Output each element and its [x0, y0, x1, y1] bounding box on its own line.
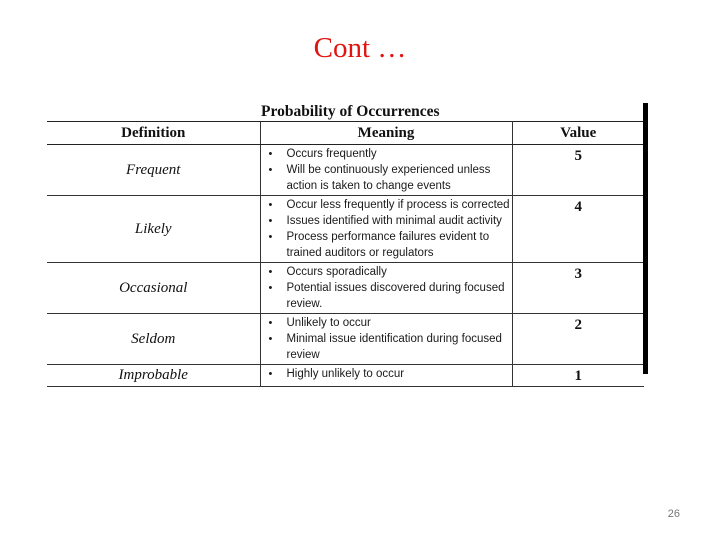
page-number: 26: [667, 508, 680, 520]
header-value: Value: [512, 122, 644, 145]
meaning-text: Occurs sporadically: [286, 266, 387, 278]
meaning-text: Will be continuously experienced unless: [286, 164, 491, 176]
bullet-icon: •: [268, 282, 273, 294]
definition-cell: Frequent: [47, 145, 260, 196]
table-caption: [259, 103, 559, 121]
probability-table: [47, 121, 644, 387]
definition-cell: Seldom: [47, 314, 260, 365]
meaning-line: [261, 296, 512, 312]
bullet-icon: •: [268, 148, 273, 160]
header-definition: Definition: [47, 122, 260, 145]
value-cell: 1: [512, 365, 644, 387]
table-row: [47, 263, 644, 314]
value-cell: 4: [512, 196, 644, 263]
header-meaning: Meaning: [260, 122, 512, 145]
meaning-cell: [260, 365, 512, 387]
meaning-list: [261, 197, 512, 261]
definition-cell: Likely: [47, 196, 260, 263]
table-right-border: [643, 103, 648, 374]
meaning-line: [261, 162, 512, 178]
bullet-icon: •: [268, 231, 273, 243]
slide-title: Cont …: [313, 32, 407, 64]
meaning-cell: [260, 314, 512, 365]
value-cell: 2: [512, 314, 644, 365]
meaning-line: [261, 178, 512, 194]
table-row: [47, 196, 644, 263]
meaning-line: [261, 229, 512, 245]
meaning-cell: [260, 145, 512, 196]
probability-table-image: [47, 103, 648, 384]
meaning-text: Occur less frequently if process is corrected: [286, 199, 510, 211]
meaning-line: [261, 146, 512, 162]
meaning-cell: [260, 263, 512, 314]
value-cell: 3: [512, 263, 644, 314]
table-row: [47, 314, 644, 365]
meaning-text: Occurs frequently: [286, 148, 377, 160]
meaning-line: [261, 280, 512, 296]
meaning-text: action is taken to change events: [286, 180, 451, 192]
table-header-row: [47, 122, 644, 145]
bullet-icon: •: [268, 266, 273, 278]
definition-cell: Occasional: [47, 263, 260, 314]
bullet-icon: •: [268, 199, 273, 211]
meaning-text: Potential issues discovered during focused: [286, 282, 505, 294]
meaning-text: Issues identified with minimal audit activity: [286, 215, 502, 227]
meaning-text: Unlikely to occur: [286, 317, 371, 329]
meaning-text: review: [286, 349, 320, 361]
bullet-icon: •: [268, 215, 273, 227]
meaning-line: [261, 197, 512, 213]
meaning-cell: [260, 196, 512, 263]
meaning-text: review.: [286, 298, 323, 310]
meaning-text: trained auditors or regulators: [286, 247, 434, 259]
table-row: [47, 365, 644, 387]
meaning-text: Minimal issue identification during focused: [286, 333, 502, 345]
table-body: [47, 145, 644, 387]
meaning-line: [261, 347, 512, 363]
meaning-list: [261, 366, 512, 382]
table-row: [47, 145, 644, 196]
bullet-icon: •: [268, 333, 273, 345]
meaning-text: Highly unlikely to occur: [286, 368, 405, 380]
meaning-text: Process performance failures evident to: [286, 231, 490, 243]
bullet-icon: •: [268, 317, 273, 329]
meaning-line: [261, 331, 512, 347]
definition-cell: Improbable: [47, 365, 260, 387]
meaning-list: [261, 264, 512, 312]
bullet-icon: •: [268, 368, 273, 380]
bullet-icon: •: [268, 164, 273, 176]
meaning-line: [261, 245, 512, 261]
meaning-line: [261, 213, 512, 229]
meaning-line: [261, 264, 512, 280]
meaning-list: [261, 146, 512, 194]
meaning-line: [261, 315, 512, 331]
table-caption-text: Probability of Occurrences: [261, 103, 440, 120]
meaning-line: [261, 366, 512, 382]
value-cell: 5: [512, 145, 644, 196]
meaning-list: [261, 315, 512, 363]
